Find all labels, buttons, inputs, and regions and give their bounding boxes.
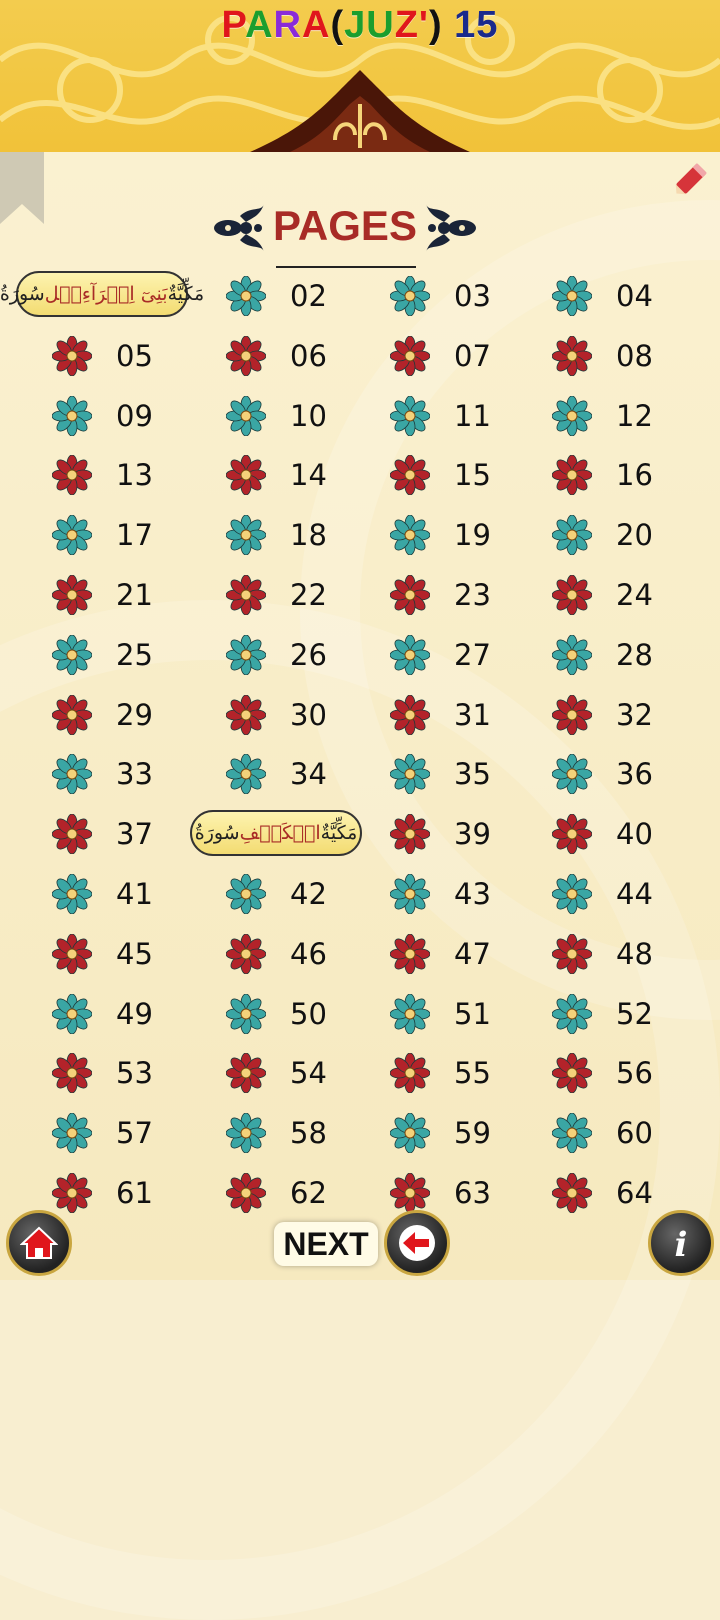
- flower-icon: [52, 695, 92, 735]
- page-link-26[interactable]: [226, 625, 327, 685]
- flower-icon: [226, 455, 266, 495]
- title-letter: A: [301, 4, 331, 46]
- title-letter: R: [273, 4, 302, 46]
- page-link-31[interactable]: [390, 685, 491, 745]
- page-link-41[interactable]: [52, 864, 153, 924]
- page-number: 62: [290, 1176, 327, 1210]
- surah-marker-bani-israil[interactable]: [0, 271, 205, 317]
- page-number: 57: [116, 1116, 153, 1151]
- flower-icon: [552, 994, 592, 1034]
- page-link-35[interactable]: [390, 744, 491, 804]
- page-link-04[interactable]: [552, 266, 653, 326]
- page-link-03[interactable]: [390, 266, 491, 326]
- flower-icon: [226, 695, 266, 735]
- flower-icon: [226, 575, 266, 615]
- flower-icon: [52, 874, 92, 914]
- page-number: 31: [454, 697, 491, 732]
- page-link-45[interactable]: [52, 924, 153, 984]
- page-number: 37: [116, 817, 153, 852]
- page-number: 55: [454, 1056, 491, 1091]
- flower-icon: [226, 276, 266, 316]
- page-link-39[interactable]: [390, 804, 491, 864]
- page-number: 33: [116, 757, 153, 792]
- svg-text:i: i: [674, 1225, 688, 1262]
- surah-name: الۡكَهۡفِ: [239, 822, 321, 844]
- page-link-58[interactable]: [226, 1103, 327, 1163]
- page-number: 64: [616, 1176, 653, 1210]
- surah-prefix: سُورَةُ: [194, 822, 240, 844]
- info-button[interactable]: [648, 1210, 714, 1276]
- page-number: 52: [616, 996, 653, 1031]
- flower-icon: [552, 455, 592, 495]
- page-number: 47: [454, 936, 491, 971]
- flower-icon: [52, 1173, 92, 1213]
- page-number: 39: [454, 817, 491, 852]
- page-link-18[interactable]: [226, 505, 327, 565]
- pages-heading: [210, 192, 480, 272]
- flower-icon: [52, 814, 92, 854]
- flower-icon: [552, 934, 592, 974]
- page-number: 56: [616, 1056, 653, 1091]
- flower-icon: [390, 1113, 430, 1153]
- page-link-57[interactable]: [52, 1103, 153, 1163]
- page-number: 29: [116, 697, 153, 732]
- flower-icon: [390, 695, 430, 735]
- page-number: 03: [454, 279, 491, 313]
- page-number: 23: [454, 578, 491, 612]
- pages-title: PAGES: [273, 202, 417, 249]
- flower-icon: [226, 934, 266, 974]
- flower-icon: [52, 515, 92, 555]
- page-number: 35: [454, 757, 491, 792]
- page-link-06[interactable]: [226, 326, 327, 386]
- page-number: 16: [616, 458, 653, 493]
- page-link-62[interactable]: [226, 1163, 327, 1223]
- page-link-09[interactable]: [52, 386, 153, 446]
- surah-prefix: سُورَةُ: [0, 283, 45, 305]
- flower-icon: [552, 515, 592, 555]
- arrow-left-icon: [397, 1223, 437, 1263]
- title-letter: ': [418, 4, 429, 46]
- flower-icon: [52, 575, 92, 615]
- page-number: 45: [116, 936, 153, 971]
- surah-marker-kahf[interactable]: [190, 810, 362, 856]
- page-link-33[interactable]: [52, 744, 153, 804]
- page-link-49[interactable]: [52, 984, 153, 1044]
- flower-icon: [52, 994, 92, 1034]
- page-number: 44: [616, 877, 653, 911]
- title-letter: ): [428, 4, 443, 46]
- flower-icon: [52, 754, 92, 794]
- flower-icon: [226, 515, 266, 555]
- flower-icon: [390, 575, 430, 615]
- page-link-61[interactable]: [52, 1163, 153, 1223]
- page-link-55[interactable]: [390, 1043, 491, 1103]
- title-letter: 15: [442, 4, 499, 46]
- flower-icon: [226, 874, 266, 914]
- page-link-37[interactable]: [52, 804, 153, 864]
- page-number: 20: [616, 518, 653, 553]
- page-number: 10: [290, 398, 327, 433]
- page-link-23[interactable]: [390, 565, 491, 625]
- flower-icon: [552, 635, 592, 675]
- page-link-36[interactable]: [552, 744, 653, 804]
- page-number: 18: [290, 518, 327, 553]
- title-letter: A: [245, 4, 274, 46]
- page-number: 04: [616, 279, 653, 313]
- page-link-08[interactable]: [552, 326, 653, 386]
- page-number: 14: [290, 458, 327, 493]
- page-link-51[interactable]: [390, 984, 491, 1044]
- flower-icon: [552, 336, 592, 376]
- title-letter: J: [344, 4, 367, 46]
- flower-icon: [52, 635, 92, 675]
- flower-icon: [390, 874, 430, 914]
- flower-icon: [552, 1053, 592, 1093]
- page-link-02[interactable]: [226, 266, 327, 326]
- flower-icon: [390, 396, 430, 436]
- page-link-56[interactable]: [552, 1043, 653, 1103]
- page-number: 40: [616, 817, 653, 852]
- info-icon: [664, 1224, 698, 1262]
- page-link-54[interactable]: [226, 1043, 327, 1103]
- page-link-40[interactable]: [552, 804, 653, 864]
- page-number: 06: [290, 338, 327, 373]
- page-number: 46: [290, 936, 327, 971]
- flower-icon: [390, 635, 430, 675]
- page-link-12[interactable]: [552, 386, 653, 446]
- home-icon: [20, 1226, 58, 1260]
- page-link-32[interactable]: [552, 685, 653, 745]
- flower-icon: [390, 455, 430, 495]
- page-number: 21: [116, 578, 153, 612]
- flower-icon: [552, 1173, 592, 1213]
- flower-icon: [552, 276, 592, 316]
- page-number: 49: [116, 996, 153, 1031]
- home-button[interactable]: [6, 1210, 72, 1276]
- flower-icon: [390, 276, 430, 316]
- page-number: 43: [454, 877, 491, 911]
- page-number: 19: [454, 518, 491, 553]
- flower-icon: [52, 336, 92, 376]
- flower-icon: [226, 396, 266, 436]
- page-link-50[interactable]: [226, 984, 327, 1044]
- page-number: 34: [290, 757, 327, 792]
- flower-icon: [552, 874, 592, 914]
- page-link-59[interactable]: [390, 1103, 491, 1163]
- page-link-46[interactable]: [226, 924, 327, 984]
- flower-icon: [390, 1173, 430, 1213]
- flower-icon: [52, 934, 92, 974]
- page-link-20[interactable]: [552, 505, 653, 565]
- flower-icon: [390, 1053, 430, 1093]
- page-number: 60: [616, 1116, 653, 1151]
- flower-icon: [226, 635, 266, 675]
- header-banner: [0, 0, 720, 152]
- page-number: 28: [616, 637, 653, 672]
- surah-suffix: مَكِّيَّةٌ: [167, 283, 205, 305]
- page-link-13[interactable]: [52, 445, 153, 505]
- page-number: 48: [616, 936, 653, 971]
- page-link-53[interactable]: [52, 1043, 153, 1103]
- page-number: 59: [454, 1116, 491, 1151]
- page-number: 24: [616, 578, 653, 612]
- flower-icon: [390, 336, 430, 376]
- flower-icon: [390, 754, 430, 794]
- bookmark-tab-icon[interactable]: [0, 152, 44, 224]
- page-link-10[interactable]: [226, 386, 327, 446]
- flower-icon: [226, 1053, 266, 1093]
- page-number: 26: [290, 637, 327, 672]
- page-link-16[interactable]: [552, 445, 653, 505]
- page-number: 50: [290, 996, 327, 1031]
- next-label[interactable]: NEXT: [274, 1222, 378, 1266]
- flower-icon: [390, 515, 430, 555]
- page-number: 09: [116, 398, 153, 433]
- page-link-60[interactable]: [552, 1103, 653, 1163]
- page-number: 30: [290, 697, 327, 732]
- page-link-52[interactable]: [552, 984, 653, 1044]
- page-link-15[interactable]: [390, 445, 491, 505]
- flower-icon: [226, 1113, 266, 1153]
- page-number: 25: [116, 637, 153, 672]
- page-number: 17: [116, 518, 153, 553]
- page-number: 08: [616, 338, 653, 373]
- page-number: 12: [616, 398, 653, 433]
- page-number: 63: [454, 1176, 491, 1210]
- page-link-44[interactable]: [552, 864, 653, 924]
- page-link-43[interactable]: [390, 864, 491, 924]
- page-number: 58: [290, 1116, 327, 1151]
- page-number: 13: [116, 458, 153, 493]
- page-link-30[interactable]: [226, 685, 327, 745]
- page-link-24[interactable]: [552, 565, 653, 625]
- flower-icon: [552, 754, 592, 794]
- flower-icon: [226, 336, 266, 376]
- page-link-21[interactable]: [52, 565, 153, 625]
- flower-icon: [52, 455, 92, 495]
- flower-icon: [552, 695, 592, 735]
- surah-suffix: مَكِّيَّةٌ: [320, 822, 358, 844]
- flower-icon: [52, 396, 92, 436]
- page-number: 61: [116, 1176, 153, 1210]
- page-number: 41: [116, 877, 153, 911]
- page-link-28[interactable]: [552, 625, 653, 685]
- page-link-22[interactable]: [226, 565, 327, 625]
- page-number: 54: [290, 1056, 327, 1091]
- page-number: 32: [616, 697, 653, 732]
- page-link-07[interactable]: [390, 326, 491, 386]
- flower-icon: [552, 814, 592, 854]
- flower-icon: [52, 1113, 92, 1153]
- page-link-14[interactable]: [226, 445, 327, 505]
- title-letter: Z: [394, 4, 419, 46]
- page-number: 42: [290, 877, 327, 911]
- title-letter: U: [366, 4, 395, 46]
- flower-icon: [552, 1113, 592, 1153]
- flower-icon: [52, 1053, 92, 1093]
- title-letter: P: [221, 4, 246, 46]
- flower-icon: [552, 396, 592, 436]
- page-number: 07: [454, 338, 491, 373]
- page-link-25[interactable]: [52, 625, 153, 685]
- page-link-11[interactable]: [390, 386, 491, 446]
- page-link-27[interactable]: [390, 625, 491, 685]
- flower-icon: [226, 1173, 266, 1213]
- page-link-19[interactable]: [390, 505, 491, 565]
- flower-icon: [226, 994, 266, 1034]
- page-number: 22: [290, 578, 327, 612]
- page-number: 27: [454, 637, 491, 672]
- page-number: 05: [116, 338, 153, 373]
- flower-icon: [390, 934, 430, 974]
- page-title: [0, 4, 720, 47]
- page-link-42[interactable]: [226, 864, 327, 924]
- page-link-47[interactable]: [390, 924, 491, 984]
- page-number: 53: [116, 1056, 153, 1091]
- page-number: 02: [290, 279, 327, 313]
- flower-icon: [226, 754, 266, 794]
- page-number: 36: [616, 757, 653, 792]
- title-letter: (: [330, 4, 345, 46]
- page-link-34[interactable]: [226, 744, 327, 804]
- flower-icon: [390, 994, 430, 1034]
- surah-name: بَنِیٓ اِسۡرَآءِیۡل: [44, 283, 168, 305]
- page-number: 15: [454, 458, 491, 493]
- fleuron-right-icon: [420, 198, 480, 258]
- page-number: 11: [454, 398, 491, 433]
- page-link-17[interactable]: [52, 505, 153, 565]
- page-link-64[interactable]: [552, 1163, 653, 1223]
- next-button[interactable]: [384, 1210, 450, 1276]
- page-number: 51: [454, 996, 491, 1031]
- page-link-05[interactable]: [52, 326, 153, 386]
- flower-icon: [552, 575, 592, 615]
- flower-icon: [390, 814, 430, 854]
- page-link-29[interactable]: [52, 685, 153, 745]
- pencil-icon[interactable]: [670, 156, 714, 200]
- page-link-48[interactable]: [552, 924, 653, 984]
